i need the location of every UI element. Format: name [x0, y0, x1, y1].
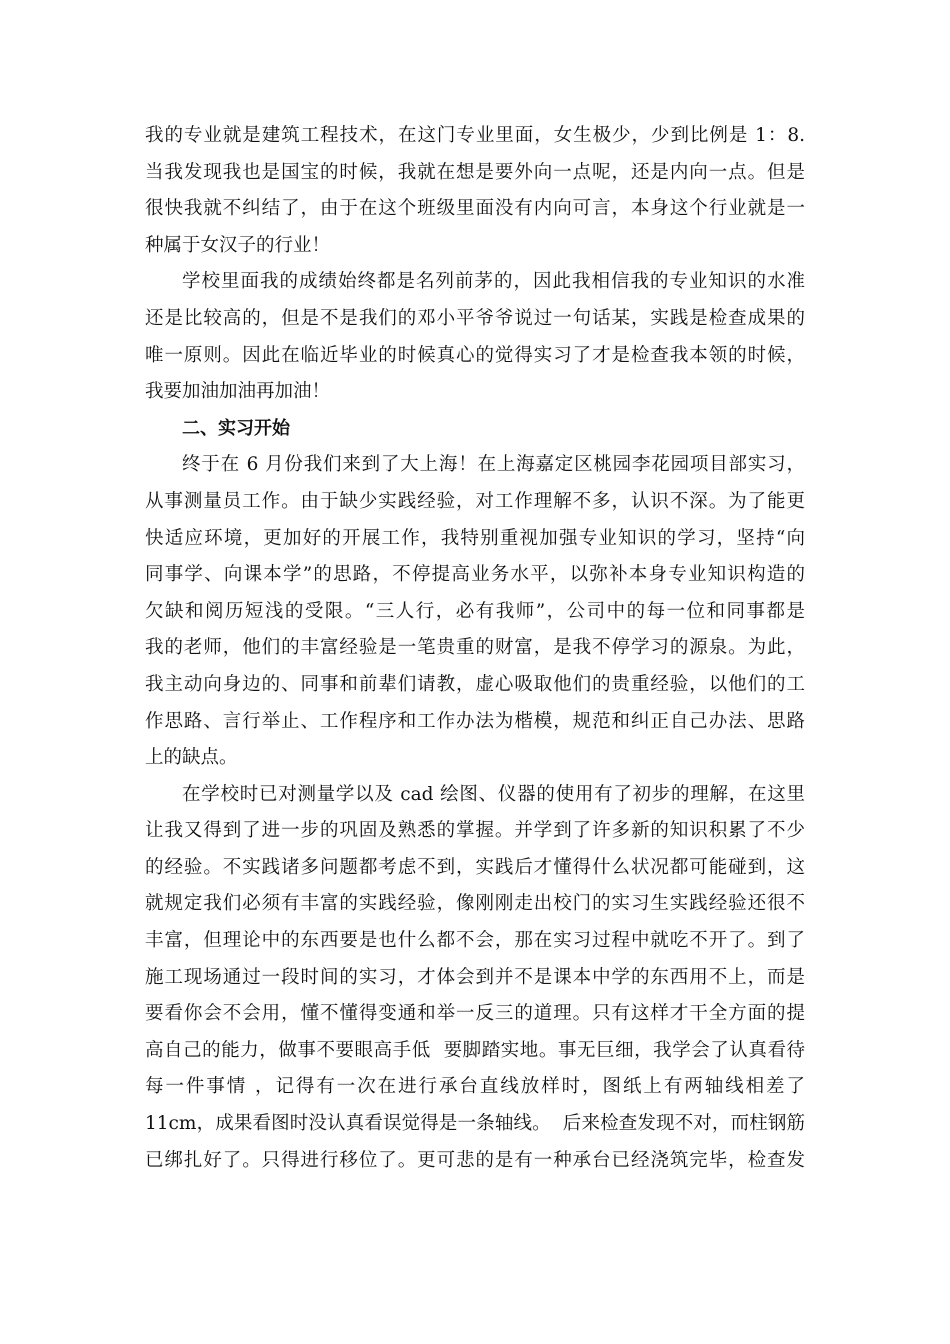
text-line: 学校里面我的成绩始终都是名列前茅的，因此我相信我的专业知识的水准: [182, 271, 805, 293]
text-line: 当我发现我也是国宝的时候，我就在想是要外向一点呢，还是内向一点。但是: [145, 161, 805, 183]
text-line: 我要加油加油再加油！: [145, 381, 331, 403]
text-line: 我的专业就是建筑工程技术，在这门专业里面，女生极少，少到比例是 1：8.: [145, 125, 805, 146]
document-body: [145, 118, 805, 1179]
text-line: 快适应环境，更加好的开展工作，我特别重视加强专业知识的学习，坚持“向: [145, 527, 805, 549]
text-line: 高自己的能力，做事不要眼高手低 要脚踏实地。事无巨细，我学会了认真看待: [145, 1039, 805, 1061]
text-line: 终于在 6 月份我们来到了大上海！在上海嘉定区桃园李花园项目部实习，: [182, 454, 805, 476]
text-line: 要看你会不会用，懂不懂得变通和举一反三的道理。只有这样才干全方面的提: [145, 1003, 805, 1025]
text-line: 上的缺点。: [145, 747, 238, 769]
section-heading: 二、实习开始: [182, 417, 290, 439]
text-line: 在学校时已对测量学以及 cad 绘图、仪器的使用有了初步的理解，在这里: [182, 783, 805, 805]
text-line: 已绑扎好了。只得进行移位了。更可悲的是有一种承台已经浇筑完毕，检查发: [145, 1149, 805, 1171]
text-line: 施工现场通过一段时间的实习，才体会到并不是课本中学的东西用不上，而是: [145, 966, 805, 988]
text-line: 丰富，但理论中的东西要是也什么都不会，那在实习过程中就吃不开了。到了: [145, 930, 805, 952]
text-line: 还是比较高的，但是不是我们的邓小平爷爷说过一句话某，实践是检查成果的: [145, 307, 805, 329]
text-line: 每一件事情 ，记得有一次在进行承台直线放样时，图纸上有两轴线相差了: [145, 1076, 805, 1098]
text-line: 我的老师，他们的丰富经验是一笔贵重的财富，是我不停学习的源泉。为此，: [145, 637, 805, 659]
text-line: 很快我就不纠结了，由于在这个班级里面没有内向可言，本身这个行业就是一: [145, 198, 805, 220]
text-line: 同事学、向课本学”的思路，不停提高业务水平，以弥补本身专业知识构造的: [145, 564, 805, 586]
text-line: 欠缺和阅历短浅的受限。“三人行，必有我师”，公司中的每一位和同事都是: [145, 600, 805, 622]
text-line: 让我又得到了进一步的巩固及熟悉的掌握。并学到了许多新的知识积累了不少: [145, 820, 805, 842]
text-line: 11cm，成果看图时没认真看误觉得是一条轴线。 后来检查发现不对，而柱钢筋: [145, 1113, 805, 1135]
text-line: 唯一原则。因此在临近毕业的时候真心的觉得实习了才是检查我本领的时候，: [145, 344, 805, 366]
text-line: 从事测量员工作。由于缺少实践经验，对工作理解不多，认识不深。为了能更: [145, 490, 805, 512]
text-line: 种属于女汉子的行业！: [145, 234, 331, 256]
text-line: 的经验。不实践诸多问题都考虑不到，实践后才懂得什么状况都可能碰到，这: [145, 856, 805, 878]
text-line: 就规定我们必须有丰富的实践经验，像刚刚走出校门的实习生实践经验还很不: [145, 893, 805, 915]
text-line: 作思路、言行举止、工作程序和工作办法为楷模，规范和纠正自己办法、思路: [145, 710, 805, 732]
text-line: 我主动向身边的、同事和前辈们请教，虚心吸取他们的贵重经验，以他们的工: [145, 673, 805, 695]
